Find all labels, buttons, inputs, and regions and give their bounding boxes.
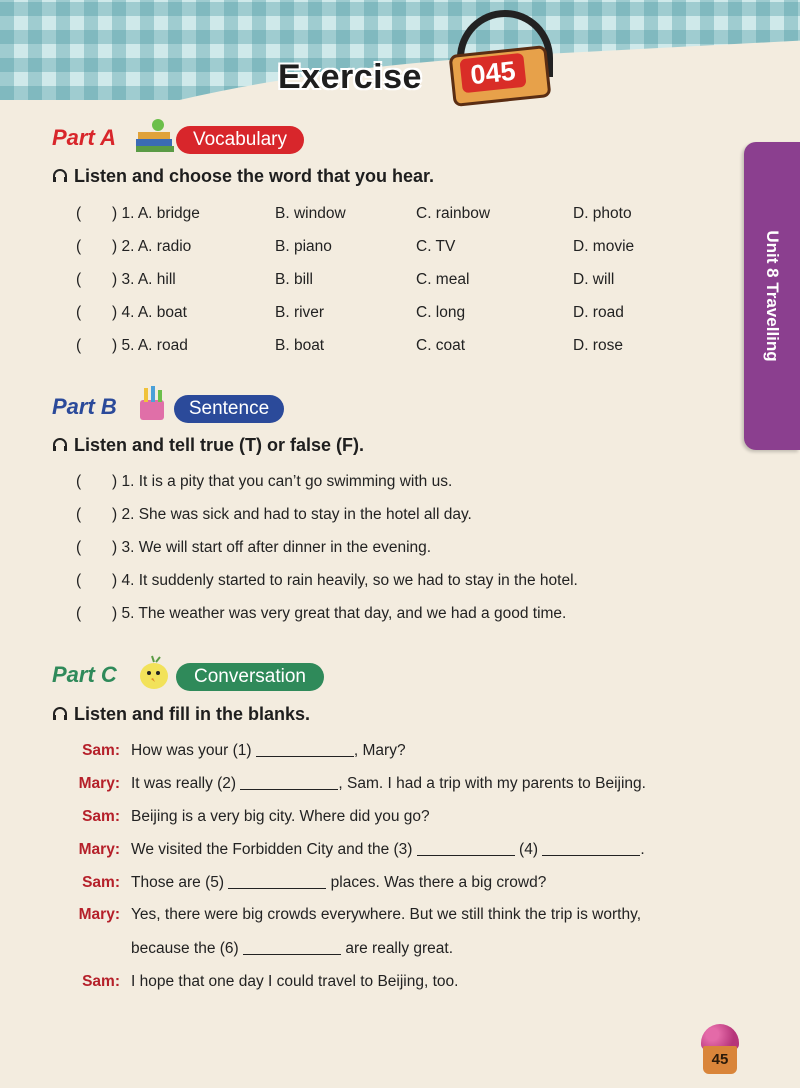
option-a: ) 4. A. boat bbox=[112, 304, 187, 321]
blank-6[interactable] bbox=[243, 940, 341, 955]
option-b: B. piano bbox=[275, 238, 332, 255]
answer-paren: ( bbox=[76, 238, 82, 255]
option-a: ) 5. A. road bbox=[112, 337, 188, 354]
answer-paren: ( bbox=[76, 205, 82, 222]
unit-side-tab bbox=[744, 142, 800, 450]
part-c-instruction bbox=[52, 704, 310, 725]
text-segment: , Sam. I had a trip with my parents to Beijing. bbox=[338, 775, 646, 792]
dialogue-text bbox=[131, 874, 546, 892]
instruction-text: Listen and choose the word that you hear. bbox=[74, 166, 435, 186]
option-b: B. bill bbox=[275, 271, 313, 288]
exercise-badge bbox=[447, 6, 552, 102]
statement: ) 4. It suddenly started to rain heavily, so we had to stay in the hotel. bbox=[112, 572, 578, 589]
headphone-icon bbox=[52, 169, 68, 183]
statement: ) 3. We will start off after dinner in the evening. bbox=[112, 539, 432, 556]
speaker-label: Sam: bbox=[82, 742, 120, 759]
blank-1[interactable] bbox=[256, 742, 354, 757]
headphone-icon bbox=[52, 707, 68, 721]
statement: ) 5. The weather was very great that day, and we had a good time. bbox=[112, 605, 567, 622]
speaker-label: Mary: bbox=[78, 841, 120, 858]
speaker-label: Sam: bbox=[82, 973, 120, 990]
option-d: D. will bbox=[573, 271, 615, 288]
text-segment: We visited the Forbidden City and the (3) bbox=[131, 841, 417, 858]
dialogue-text bbox=[131, 775, 646, 793]
part-a-label: Part A bbox=[52, 125, 116, 150]
option-d: D. rose bbox=[573, 337, 623, 354]
text-segment: Those are (5) bbox=[131, 874, 229, 891]
instruction-text: Listen and tell true (T) or false (F). bbox=[74, 435, 365, 455]
text-segment: How was your (1) bbox=[131, 742, 256, 759]
answer-paren: ( bbox=[76, 605, 82, 622]
part-c-label: Part C bbox=[52, 662, 117, 687]
pencil-cup-icon bbox=[134, 384, 176, 424]
option-c: C. rainbow bbox=[416, 205, 491, 222]
part-a-header bbox=[52, 123, 312, 157]
option-b: B. boat bbox=[275, 337, 325, 354]
dialogue-text: I hope that one day I could travel to Beijing, too. bbox=[131, 973, 459, 990]
headphone-icon bbox=[52, 438, 68, 452]
text-segment: , Mary? bbox=[353, 742, 406, 759]
text-segment: because the (6) bbox=[131, 940, 244, 957]
text-segment: (4) bbox=[514, 841, 543, 858]
speaker-label: Mary: bbox=[78, 906, 120, 923]
answer-paren: ( bbox=[76, 473, 82, 490]
answer-paren: ( bbox=[76, 304, 82, 321]
conversation-pill: Conversation bbox=[176, 663, 324, 691]
option-a: ) 3. A. hill bbox=[112, 271, 176, 288]
option-c: C. meal bbox=[416, 271, 470, 288]
option-b: B. river bbox=[275, 304, 325, 321]
answer-paren: ( bbox=[76, 572, 82, 589]
text-segment: places. Was there a big crowd? bbox=[326, 874, 547, 891]
page-title: Exercise bbox=[278, 58, 422, 96]
answer-paren: ( bbox=[76, 539, 82, 556]
option-d: D. movie bbox=[573, 238, 635, 255]
dialogue-text: Beijing is a very big city. Where did you go? bbox=[131, 808, 430, 825]
vocabulary-pill: Vocabulary bbox=[176, 126, 304, 154]
option-d: D. road bbox=[573, 304, 624, 321]
part-b-label: Part B bbox=[52, 394, 117, 419]
blank-5[interactable] bbox=[228, 874, 326, 889]
speaker-label: Sam: bbox=[82, 808, 120, 825]
part-a-instruction bbox=[52, 166, 434, 187]
option-c: C. coat bbox=[416, 337, 466, 354]
chick-icon bbox=[134, 652, 176, 692]
page-number-badge bbox=[699, 1022, 743, 1078]
exercise-number: 045 bbox=[459, 53, 526, 94]
text-segment: It was really (2) bbox=[131, 775, 241, 792]
text-segment: are really great. bbox=[341, 940, 454, 957]
blank-4[interactable] bbox=[542, 841, 640, 856]
blank-3[interactable] bbox=[417, 841, 515, 856]
part-c-header bbox=[52, 660, 332, 694]
answer-paren: ( bbox=[76, 506, 82, 523]
option-a: ) 1. A. bridge bbox=[112, 205, 200, 222]
statement: ) 1. It is a pity that you can’t go swimming with us. bbox=[112, 473, 453, 490]
text-segment: . bbox=[640, 841, 645, 858]
sentence-pill: Sentence bbox=[174, 395, 284, 423]
dialogue-text: Yes, there were big crowds everywhere. But we still think the trip is worthy, bbox=[131, 906, 641, 923]
unit-title: Unit 8 Travelling bbox=[763, 230, 782, 362]
option-a: ) 2. A. radio bbox=[112, 238, 192, 255]
statement: ) 2. She was sick and had to stay in the hotel all day. bbox=[112, 506, 472, 523]
dialogue-text bbox=[131, 940, 453, 958]
blank-2[interactable] bbox=[240, 775, 338, 790]
page-number: 45 bbox=[703, 1046, 737, 1074]
option-c: C. long bbox=[416, 304, 466, 321]
option-d: D. photo bbox=[573, 205, 632, 222]
books-icon bbox=[134, 115, 176, 155]
part-b-header bbox=[52, 392, 292, 426]
speaker-label: Sam: bbox=[82, 874, 120, 891]
option-c: C. TV bbox=[416, 238, 456, 255]
option-b: B. window bbox=[275, 205, 346, 222]
answer-paren: ( bbox=[76, 337, 82, 354]
answer-paren: ( bbox=[76, 271, 82, 288]
part-b-instruction bbox=[52, 435, 364, 456]
dialogue-text bbox=[131, 742, 406, 760]
dialogue-text bbox=[131, 841, 645, 859]
instruction-text: Listen and fill in the blanks. bbox=[74, 704, 311, 724]
speaker-label: Mary: bbox=[78, 775, 120, 792]
